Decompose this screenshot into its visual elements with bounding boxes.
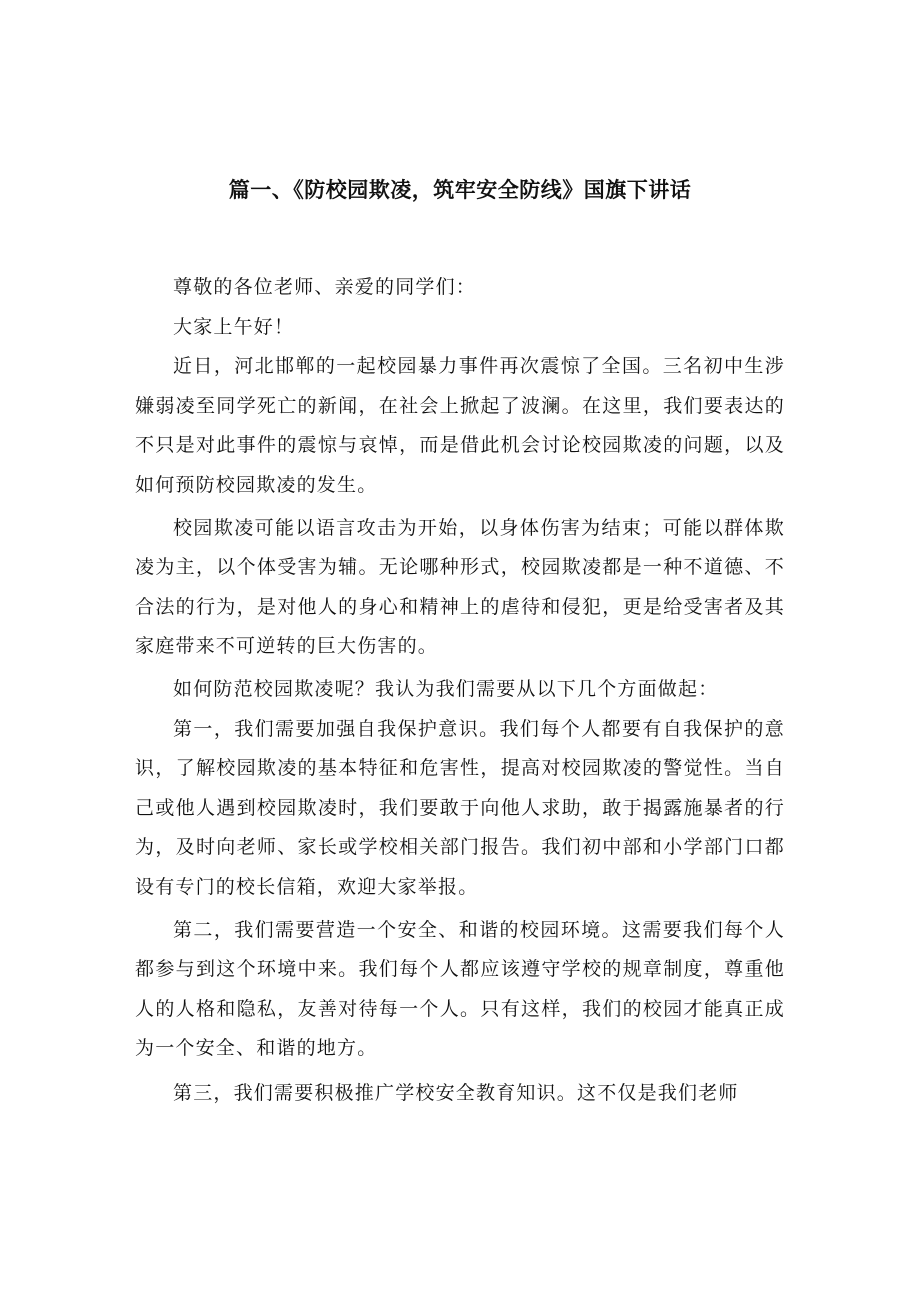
paragraph-intro: 近日，河北邯郸的一起校园暴力事件再次震惊了全国。三名初中生涉嫌弱凌至同学死亡的新闻，在社会上掀起了波澜。在这里，我们要表达的不只是对此事件的震惊与哀悼，而是借此机会讨论校园欺凌的问题，以及如何预防校园欺凌的发生。 bbox=[135, 355, 785, 496]
paragraph-greeting: 大家上午好！ bbox=[173, 315, 295, 338]
paragraph-salutation: 尊敬的各位老师、亲爱的同学们： bbox=[173, 276, 477, 298]
document-title: 篇一、《防校园欺凌，筑牢安全防线》国旗下讲话 bbox=[228, 178, 692, 202]
paragraph-how-to-prevent: 如何防范校园欺凌呢？我认为我们需要从以下几个方面做起： bbox=[173, 677, 719, 700]
document-body bbox=[135, 268, 785, 1113]
paragraph-bullying-forms: 校园欺凌可能以语言攻击为开始，以身体伤害为结束；可能以群体欺凌为主，以个体受害为辅。无论哪种形式，校园欺凌都是一种不道德、不合法的行为，是对他人的身心和精神上的虐待和侵犯，更是给受害者及其家庭带来不可逆转的巨大伤害的。 bbox=[135, 516, 785, 658]
paragraph-first: 第一，我们需要加强自我保护意识。我们每个人都要有自我保护的意识，了解校园欺凌的基本特征和危害性，提高对校园欺凌的警觉性。当自己或他人遇到校园欺凌时，我们要敢于向他人求助，敢于揭露施暴者的行为，及时向老师、家长或学校相关部门报告。我们初中部和小学部门口都设有专门的校长信箱，欢迎大家举报。 bbox=[135, 717, 785, 898]
paragraph-third: 第三，我们需要积极推广学校安全教育知识。这不仅是我们老师 bbox=[173, 1081, 739, 1104]
paragraph-second: 第二，我们需要营造一个安全、和谐的校园环境。这需要我们每个人都参与到这个环境中来。我们每个人都应该遵守学校的规章制度，尊重他人的人格和隐私，友善对待每一个人。只有这样，我们的校园才能真正成为一个安全、和谐的地方。 bbox=[135, 918, 785, 1060]
